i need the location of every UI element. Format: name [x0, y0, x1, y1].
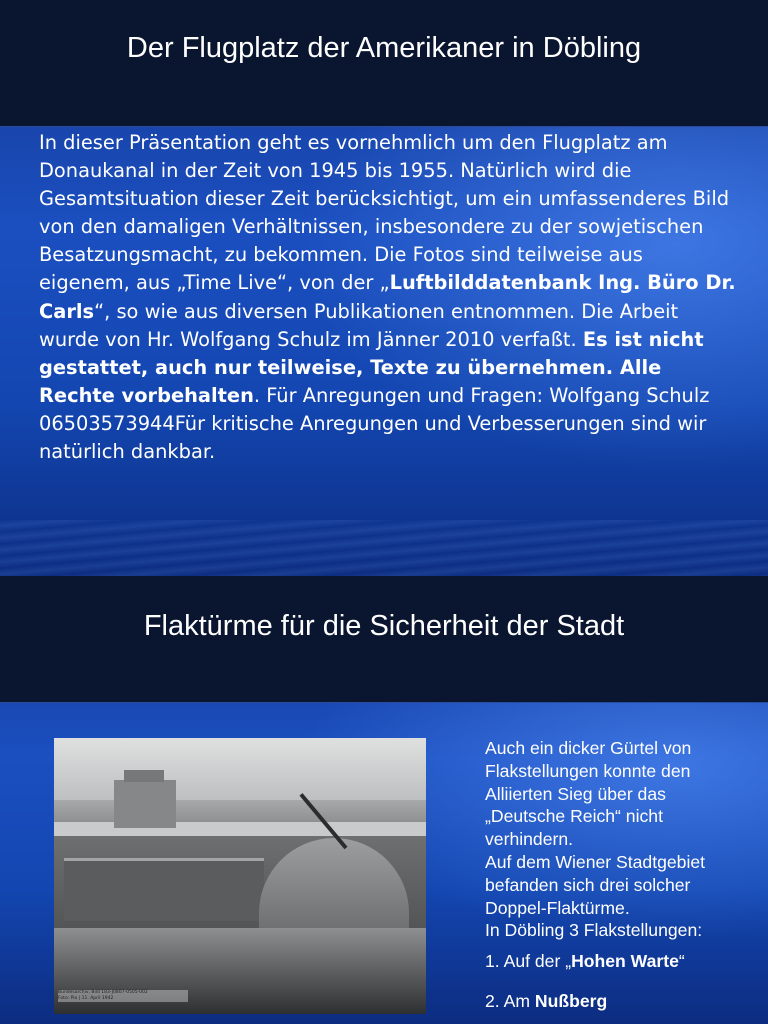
divider — [0, 126, 768, 127]
body-line: befanden sich drei solcher — [485, 874, 691, 895]
photo-caption: Bundesarchiv, Bild 183-J0807-0505-002 Foto: Pio | 11. April 1942 — [58, 990, 188, 1002]
list-item-nussberg: 2. Am Nußberg — [485, 990, 608, 1011]
decorative-stripes — [0, 520, 768, 580]
body-text: . Für Anregungen und Fragen: Wolfgang Schulz 06503573944Für kritische Anregungen und Verbesserungen sind wir natürlich dankbar. — [39, 383, 710, 464]
list-item-hohe-warte: 1. Auf der „Hohen Warte“ — [485, 951, 685, 972]
body-line: Flakstellungen konnte den — [485, 760, 691, 781]
body-line: Doppel-Flaktürme. — [485, 897, 630, 918]
body-text: In dieser Präsentation geht es vornehmlich um den Flugplatz am Donaukanal in der Zeit von 1945 bis 1955. Natürlich wird die Gesamtsituation dieser Zeit berücksichtigt, um ein umfassenderes Bild von den damaligen Verhältnissen, insbesondere zu der sowjetischen Besatzungsmacht, zu bekommen. Die Fotos sind teilweise aus eigenem, aus „Time Live“, von der „ — [39, 131, 730, 295]
slide-2-body — [485, 737, 760, 1013]
body-line: In Döbling 3 Flakstellungen: — [485, 920, 703, 941]
slide-1-title: Der Flugplatz der Amerikaner in Döbling — [126, 32, 642, 64]
body-bold-copyright: Es ist nicht gestattet, auch nur teilweise, Texte zu übernehmen. Alle Rechte vorbehalten — [39, 327, 704, 407]
body-text: “, so wie aus diversen Publikationen entnommen. Die Arbeit wurde von Hr. Wolfgang Schulz im Jänner 2010 verfaßt. — [39, 299, 679, 351]
divider — [0, 702, 768, 703]
slide-2-title: Flaktürme für die Sicherheit der Stadt — [143, 610, 625, 642]
flak-tower-photo — [54, 738, 426, 1014]
slide-1-body — [39, 129, 739, 466]
body-bold-source: Luftbilddatenbank Ing. Büro Dr. Carls — [39, 271, 736, 323]
body-line: Auf dem Wiener Stadtgebiet — [485, 851, 706, 872]
slide-2 — [0, 580, 768, 1024]
body-line: verhindern. — [485, 829, 574, 850]
body-line: Auch ein dicker Gürtel von — [485, 738, 692, 758]
body-line: „Deutsche Reich“ nicht — [485, 806, 663, 827]
body-line: Alliierten Sieg über das — [485, 783, 666, 804]
